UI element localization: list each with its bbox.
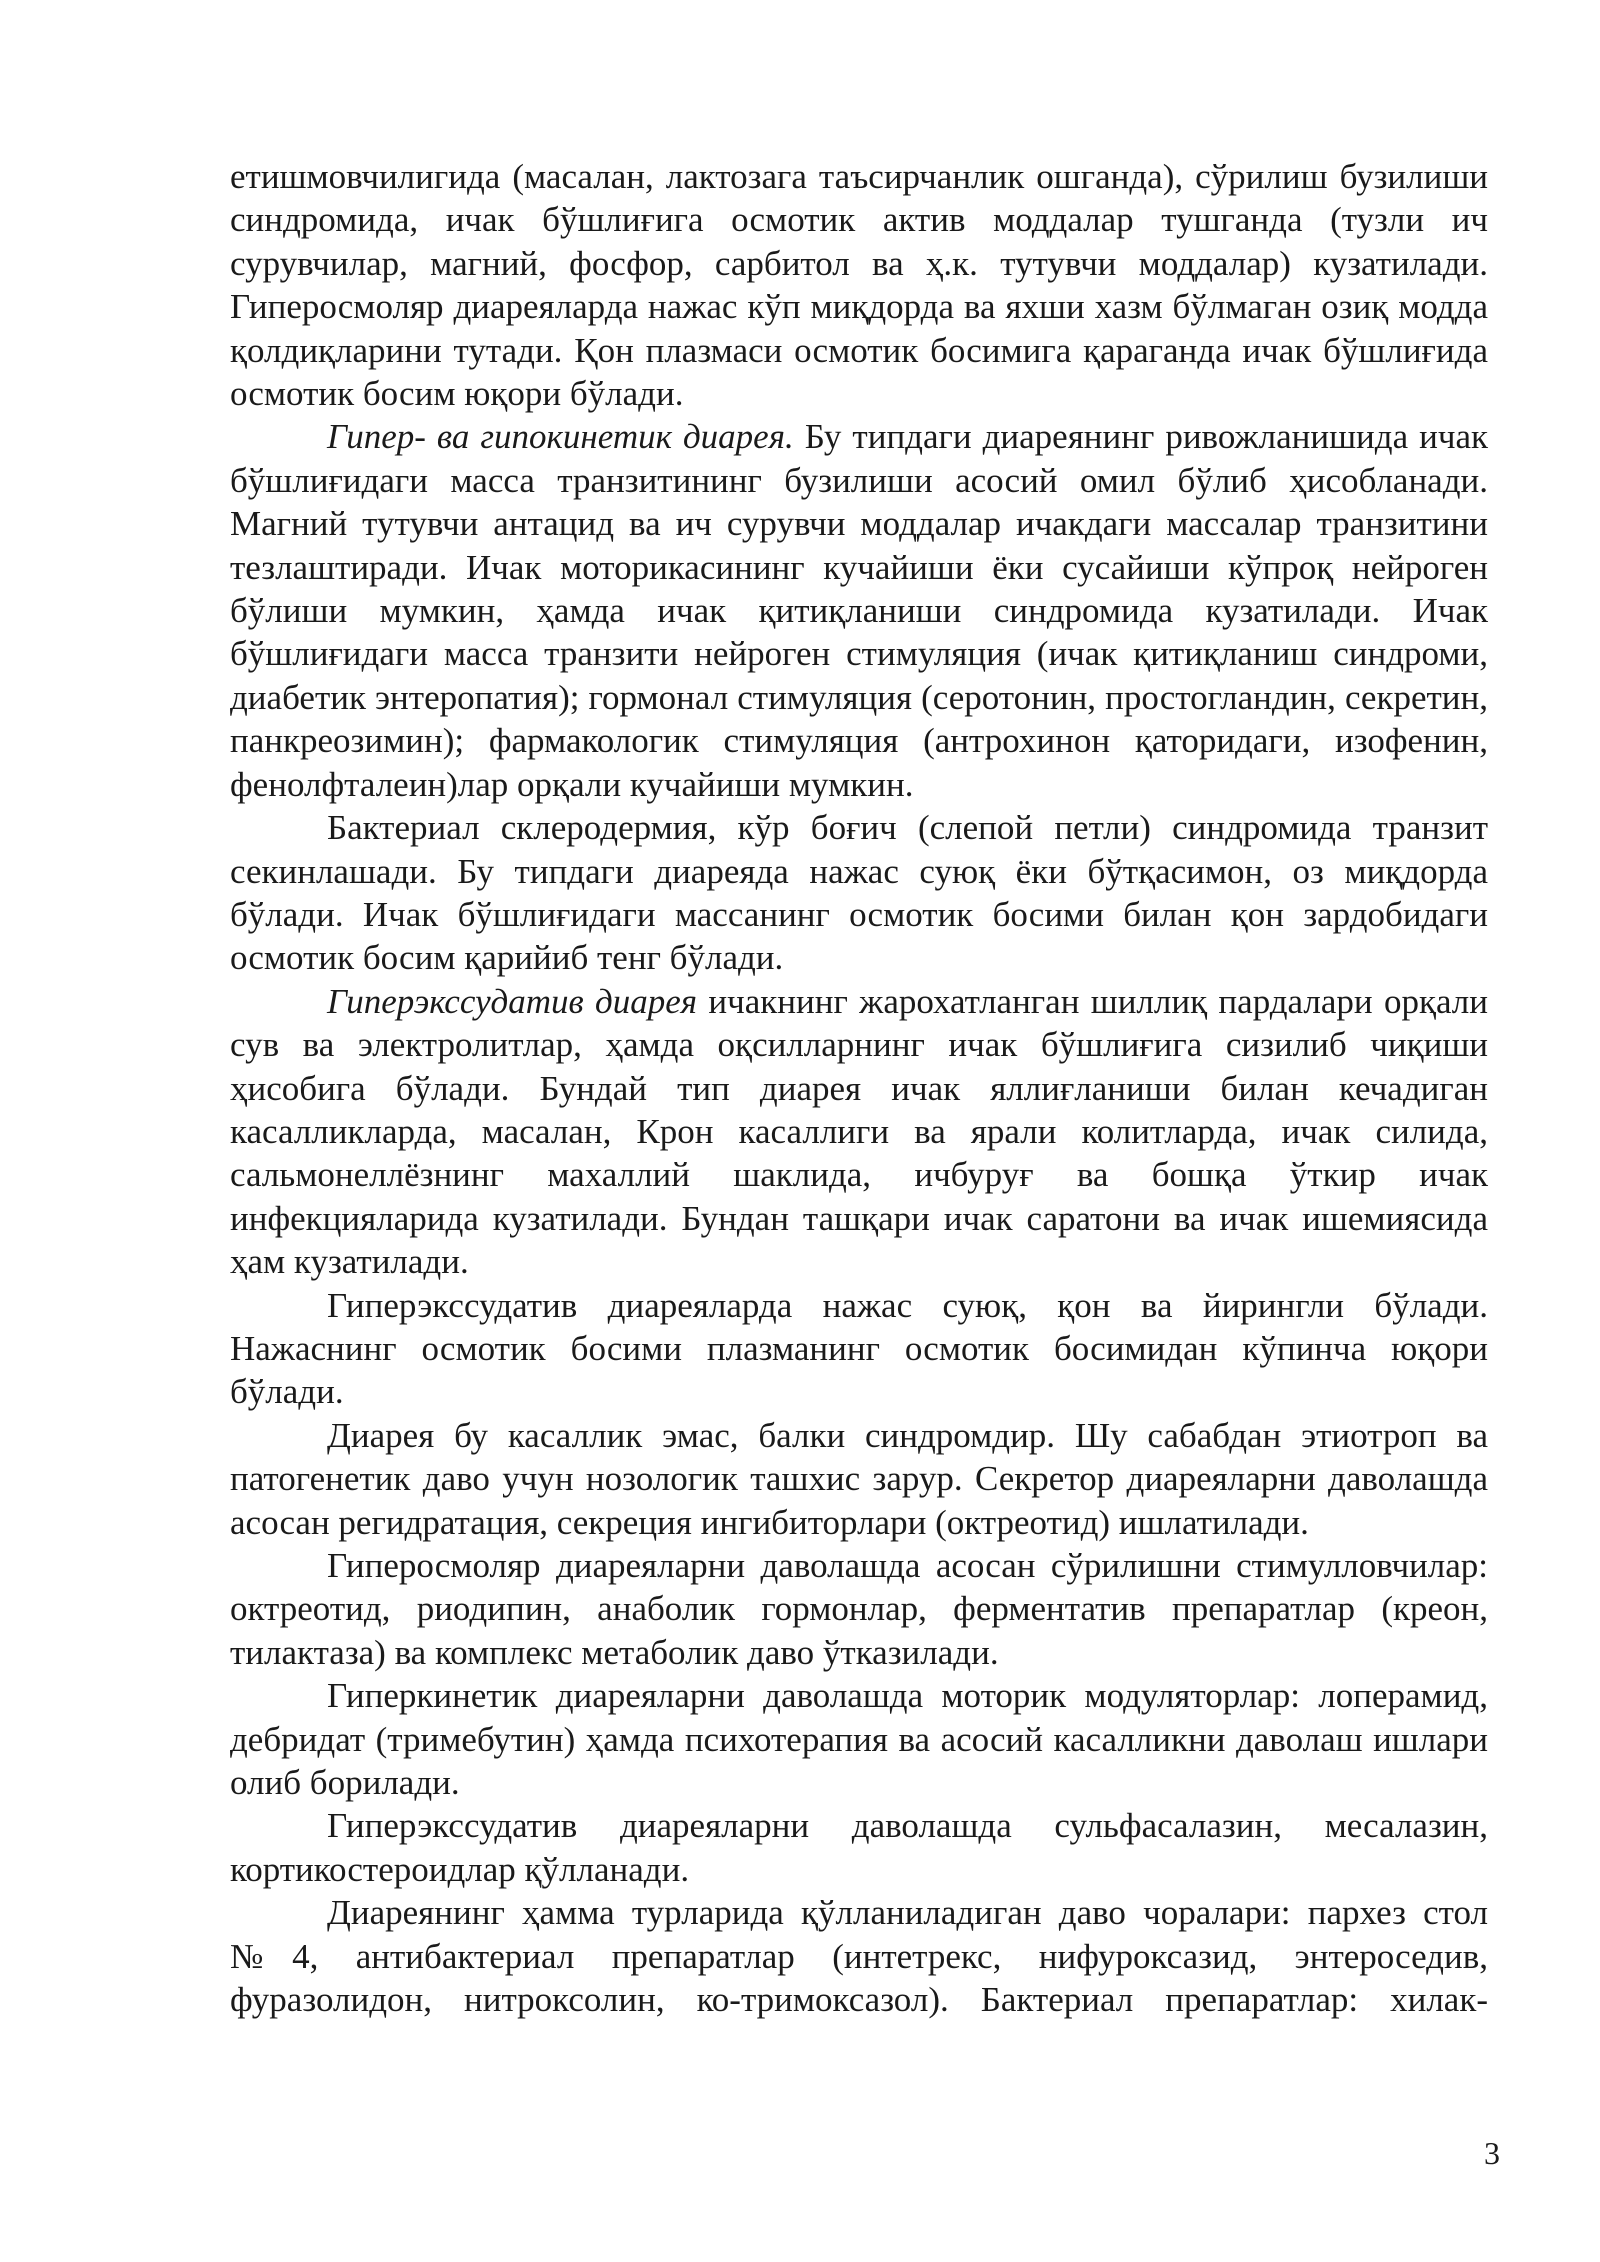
paragraph-text: ичакнинг жарохатланган шиллиқ пардалари орқали сув ва электролитлар, ҳамда оқсилларнинг ичак бўшлиғига сизилиб чиқиши ҳисобига бўлади. Бундай тип диарея ичак яллиғланиши билан кечадиган касалликларда, масалан, Крон касаллиги ва ярали колитларда, ичак силида, сальмонеллёзнинг махаллий шаклида, ичбуруғ ва бошқа ўткир ичак инфекцияларида кузатилади. Бундан ташқари ичак саратони ва ичак ишемиясида ҳам кузатилади. — [230, 981, 1488, 1282]
paragraph-hypo-hyperkinetic — [230, 415, 1488, 806]
paragraph-treatment-hyperexudative — [230, 1804, 1488, 1891]
document-page — [230, 155, 1488, 2021]
paragraph-text: Диареянинг ҳамма турларида қўлланиладиган даво чоралари: пархез стол №4, антибактериал препаратлар (интетрекс, нифуроксазид, энтероседив, фуразолидон, нитроксолин, ко-тримоксазол). Бактериал препаратлар: хилак- — [230, 1893, 1488, 2020]
paragraph-hyperexudative — [230, 980, 1488, 1284]
paragraph-treatment-hyperosmolar — [230, 1544, 1488, 1674]
paragraph-text: Гиперкинетик диареяларни даволашда моторик модуляторлар: лоперамид, дебридат (тримебутин) ҳамда психотерапия ва асосий касалликни даволаш ишлари олиб борилади. — [230, 1676, 1488, 1803]
paragraph-text: Бактериал склеродермия, кўр боғич (слепой петли) синдромида транзит секинлашади. Бу типдаги диареяда нажас суюқ ёки бўтқасимон, оз миқдорда бўлади. Ичак бўшлиғидаги массанинг осмотик босими билан қон зардобидаги осмотик босим қарийиб тенг бўлади. — [230, 808, 1488, 978]
paragraph-continuation — [230, 155, 1488, 415]
paragraph-hyperexudative-stool — [230, 1284, 1488, 1414]
section-term: Гипер- ва гипокинетик диарея. — [327, 417, 794, 457]
paragraph-text: Гиперэкссудатив диареяларни даволашда сульфасалазин, месалазин, кортикостероидлар қўлланади. — [230, 1806, 1488, 1889]
paragraph-text: етишмовчилигида (масалан, лактозага таъсирчанлик ошганда), сўрилиш бузилиши синдромида, ичак бўшлиғига осмотик актив моддалар тушганда (тузли ич сурувчилар, магний, фосфор, сарбитол ва ҳ.к. тутувчи моддалар) кузатилади. Гиперосмоляр диареяларда нажас кўп миқдорда ва яхши хазм бўлмаган озиқ модда қолдиқларини тутади. Қон плазмаси осмотик босимига қараганда ичак бўшлиғида осмотик босим юқори бўлади. — [230, 157, 1488, 414]
paragraph-text: Диарея бу касаллик эмас, балки синдромдир. Шу сабабдан этиотроп ва патогенетик даво учун нозологик ташхис зарур. Секретор диареяларни даволашда асосан регидратация, секреция ингибиторлари (октреотид) ишлатилади. — [230, 1415, 1488, 1542]
paragraph-text: Гиперэкссудатив диареяларда нажас суюқ, қон ва йирингли бўлади. Нажаснинг осмотик босими плазманинг осмотик босимидан кўпинча юқори бўлади. — [230, 1285, 1488, 1412]
paragraph-text: Гиперосмоляр диареяларни даволашда асосан сўрилишни стимулловчилар: октреотид, риодипин, анаболик гормонлар, ферментатив препаратлар (креон, тилактаза) ва комплекс метаболик даво ўтказилади. — [230, 1546, 1488, 1672]
paragraph-treatment-all-types — [230, 1891, 1488, 2021]
paragraph-treatment-general — [230, 1414, 1488, 1544]
paragraph-treatment-hyperkinetic — [230, 1674, 1488, 1804]
paragraph-text: Бу типдаги диареянинг ривожланишида ичак бўшлиғидаги масса транзитининг бузилиши асосий омил бўлиб ҳисобланади. Магний тутувчи антацид ва ич сурувчи моддалар ичакдаги массалар транзитини тезлаштиради. Ичак моторикасининг кучайиши ёки сусайиши кўпроқ нейроген бўлиши мумкин, ҳамда ичак қитиқланиши синдромида кузатилади. Ичак бўшлиғидаги масса транзити нейроген стимуляция (ичак қитиқланиш синдроми, диабетик энтеропатия); гормонал стимуляция (серотонин, простогландин, секретин, панкреозимин); фармакологик стимуляция (антрохинон қаторидаги, изофенин, фенолфталеин)лар орқали кучайиши мумкин. — [230, 417, 1488, 804]
paragraph-scleroderma — [230, 806, 1488, 980]
section-term: Гиперэкссудатив диарея — [327, 981, 698, 1021]
page-number: 3 — [1484, 2135, 1500, 2171]
